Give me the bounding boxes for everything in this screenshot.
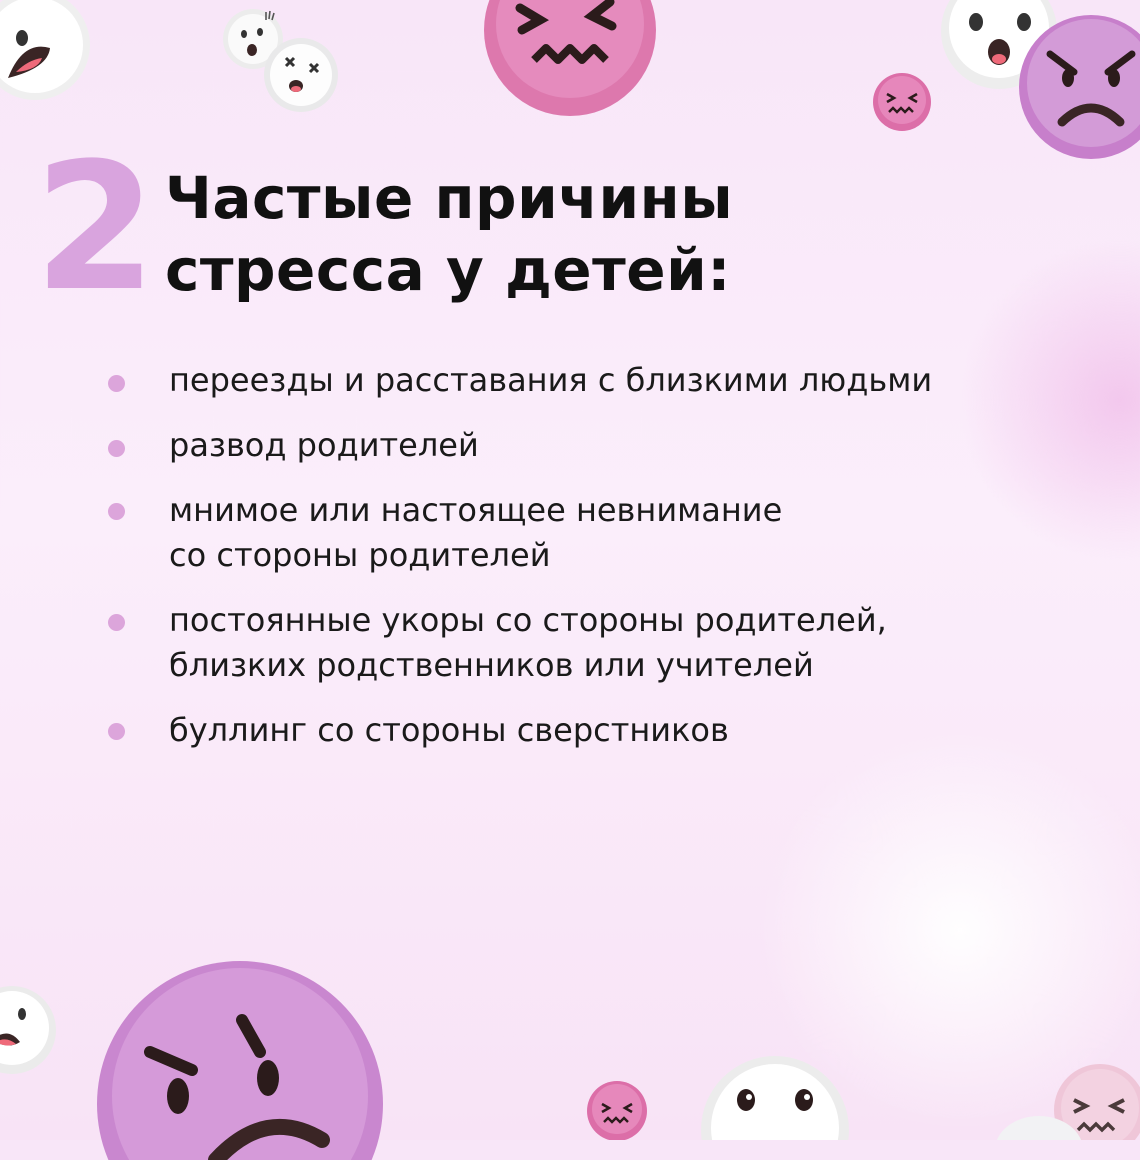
bullet-dot	[108, 375, 125, 392]
list-item-line: со стороны родителей	[169, 536, 551, 574]
list-item-text	[169, 358, 1069, 403]
list-item-text	[169, 598, 1069, 688]
slide-number: 2	[34, 125, 157, 330]
list-item-line: близких родственников или учителей	[169, 646, 814, 684]
list-item-line: развод родителей	[169, 426, 479, 464]
list-item-text	[169, 423, 1069, 468]
list-item-line: буллинг со стороны сверстников	[169, 711, 729, 749]
bullet-dot	[108, 440, 125, 457]
title-line-1: Частые причины	[165, 164, 734, 232]
list-item-line: постоянные укоры со стороны родителей,	[169, 601, 887, 639]
list-item-line: мнимое или настоящее невнимание	[169, 491, 783, 529]
list-item-text	[169, 488, 1069, 578]
list-item-line: переезды и расставания с близкими людьми	[169, 361, 933, 399]
bullet-dot	[108, 614, 125, 631]
title-line-2: стресса у детей:	[165, 236, 731, 304]
bullet-dot	[108, 503, 125, 520]
list-item-text	[169, 708, 1069, 753]
bullet-dot	[108, 723, 125, 740]
